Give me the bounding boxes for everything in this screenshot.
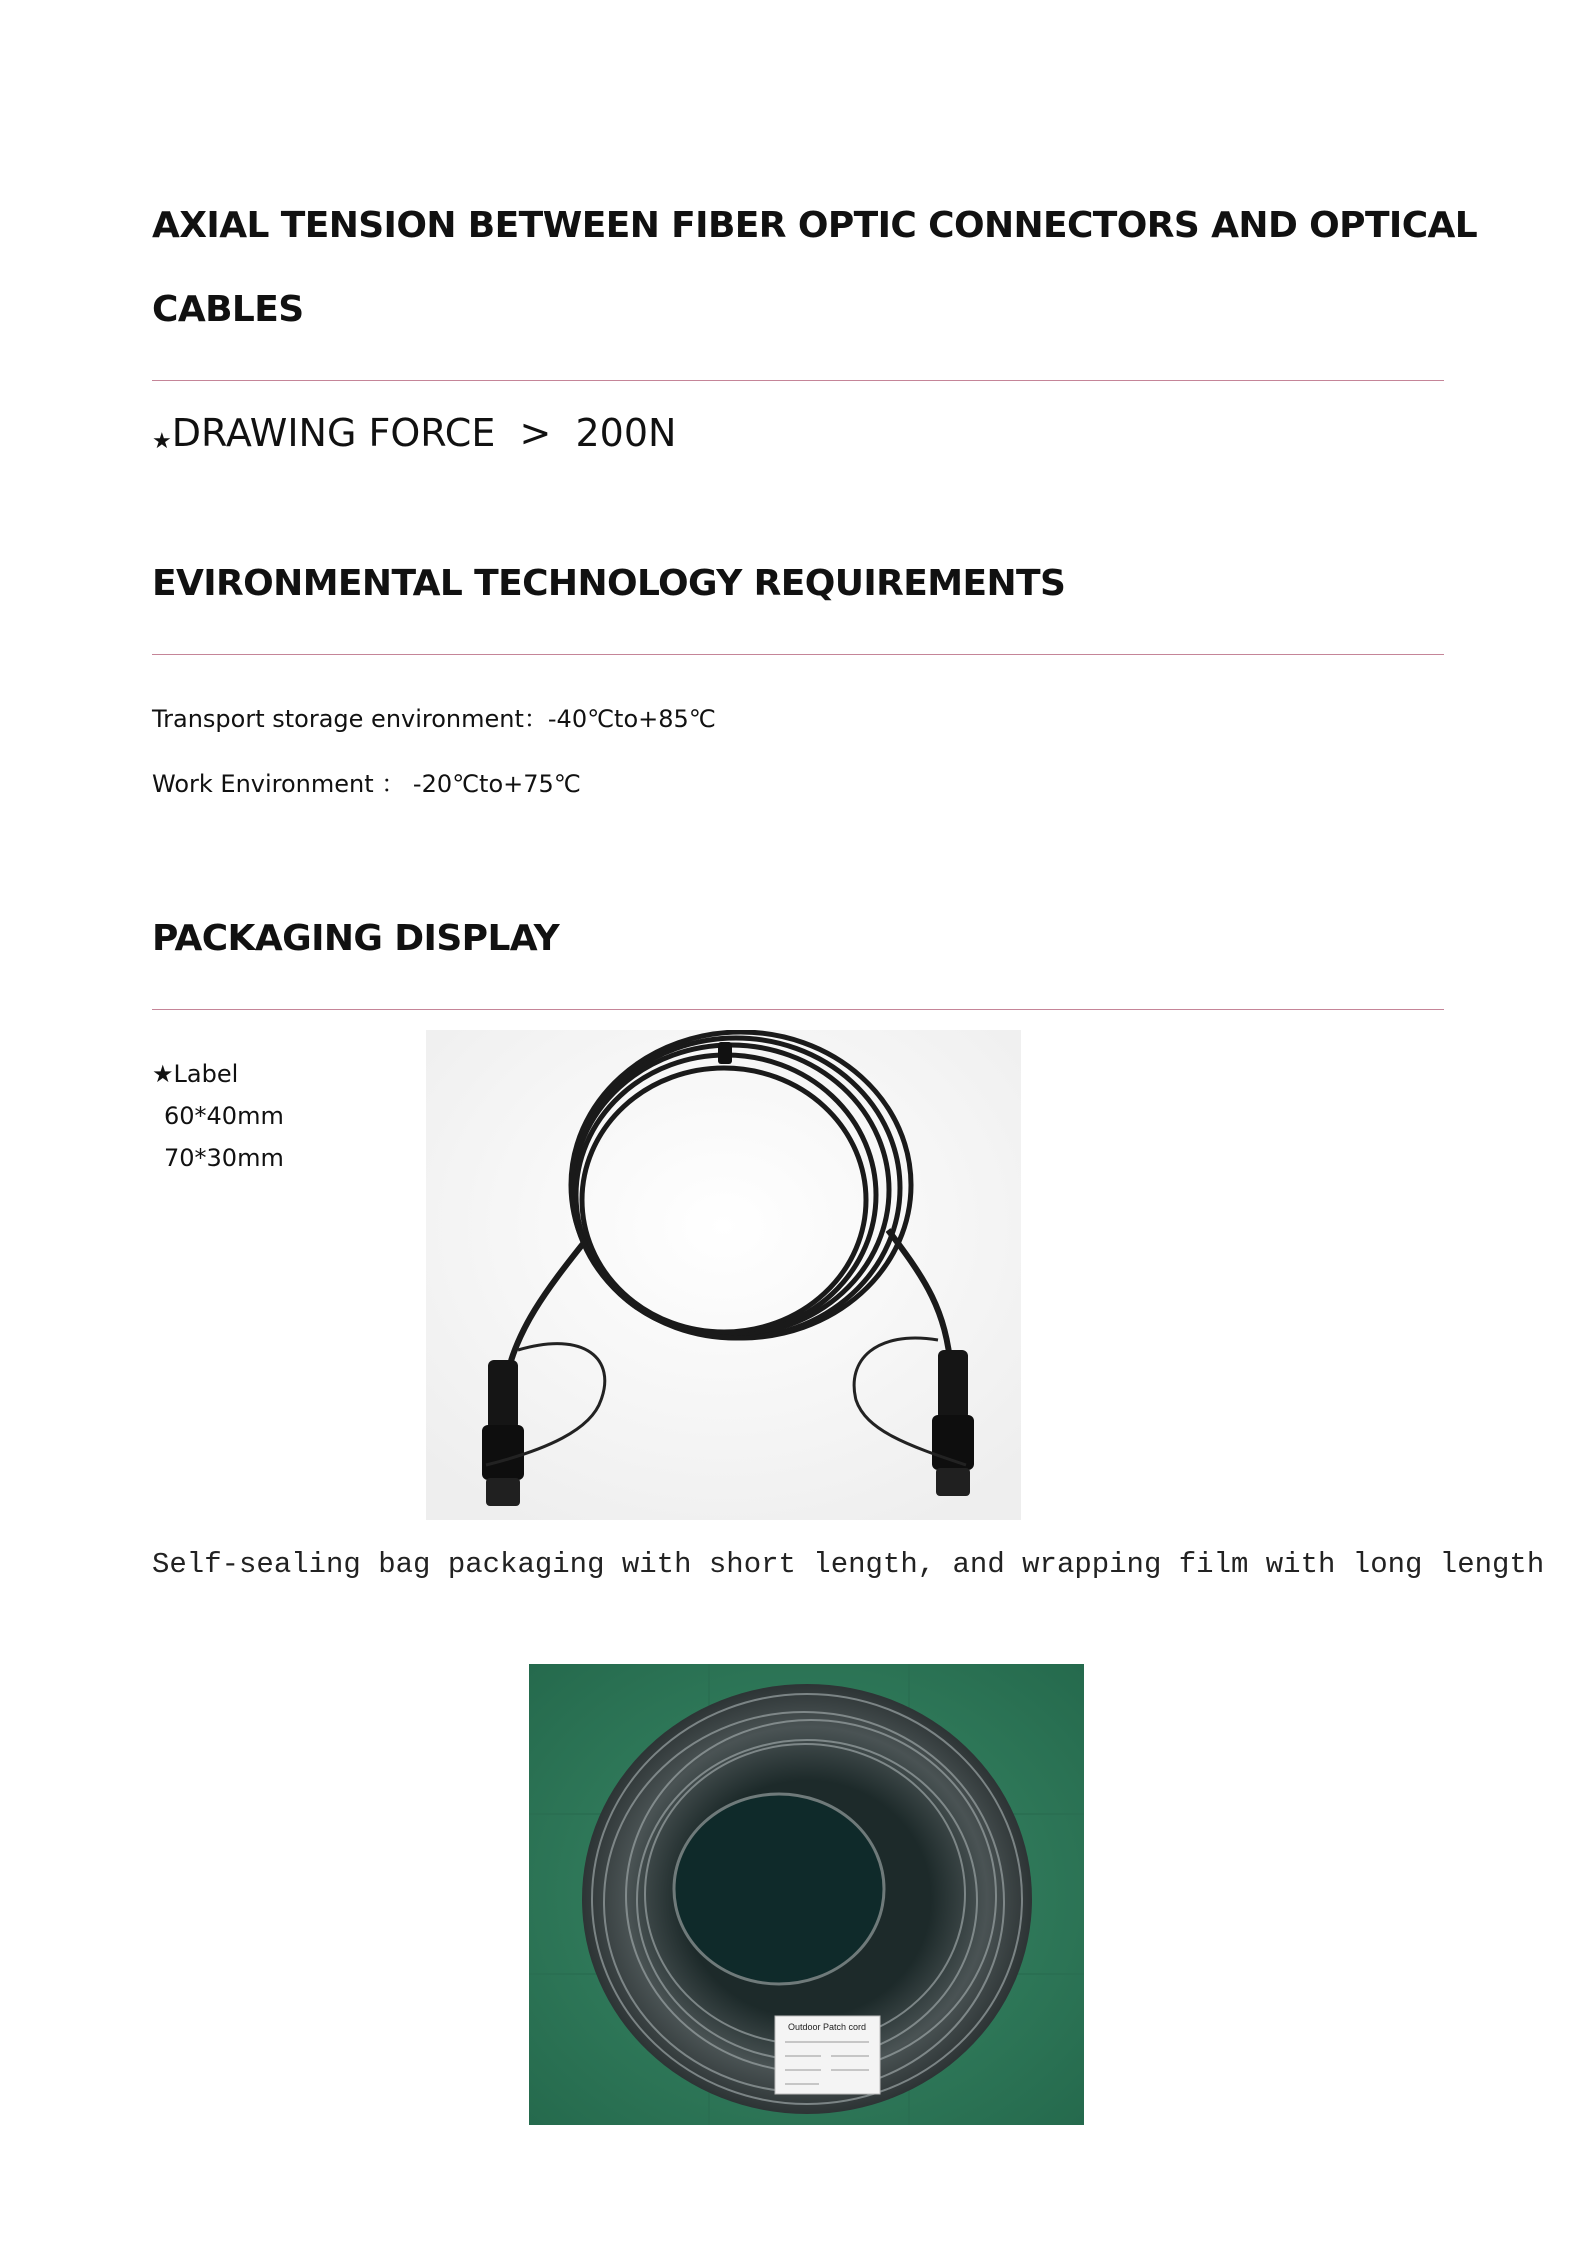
label-spec	[152, 1053, 284, 1179]
packaging-heading: PACKAGING DISPLAY	[152, 918, 560, 959]
sticker-title: Outdoor Patch cord	[787, 2022, 867, 2032]
drawing-force-line	[152, 411, 676, 455]
label-title: ★Label	[152, 1060, 239, 1088]
drawing-force-text: DRAWING FORCE > 200N	[171, 411, 677, 455]
section-divider	[152, 380, 1444, 381]
star-icon: ★	[152, 429, 172, 454]
section-divider	[152, 654, 1444, 655]
environment-heading: EVIRONMENTAL TECHNOLOGY REQUIREMENTS	[152, 563, 1066, 604]
axial-tension-heading-cont: CABLES	[152, 289, 304, 330]
work-environment: Work Environment ： -20℃to+75℃	[152, 770, 581, 798]
label-size-2: 70*30mm	[164, 1144, 284, 1172]
axial-tension-heading: AXIAL TENSION BETWEEN FIBER OPTIC CONNECTORS AND OPTICAL	[152, 205, 1478, 246]
wrapped-coil-photo	[529, 1664, 1084, 2125]
patch-cord-photo	[426, 1030, 1021, 1520]
packaging-caption: Self-sealing bag packaging with short length, and wrapping film with long length	[152, 1548, 1545, 1581]
transport-environment: Transport storage environment：-40℃to+85℃	[152, 705, 716, 733]
section-divider	[152, 1009, 1444, 1010]
label-size-1: 60*40mm	[164, 1102, 284, 1130]
